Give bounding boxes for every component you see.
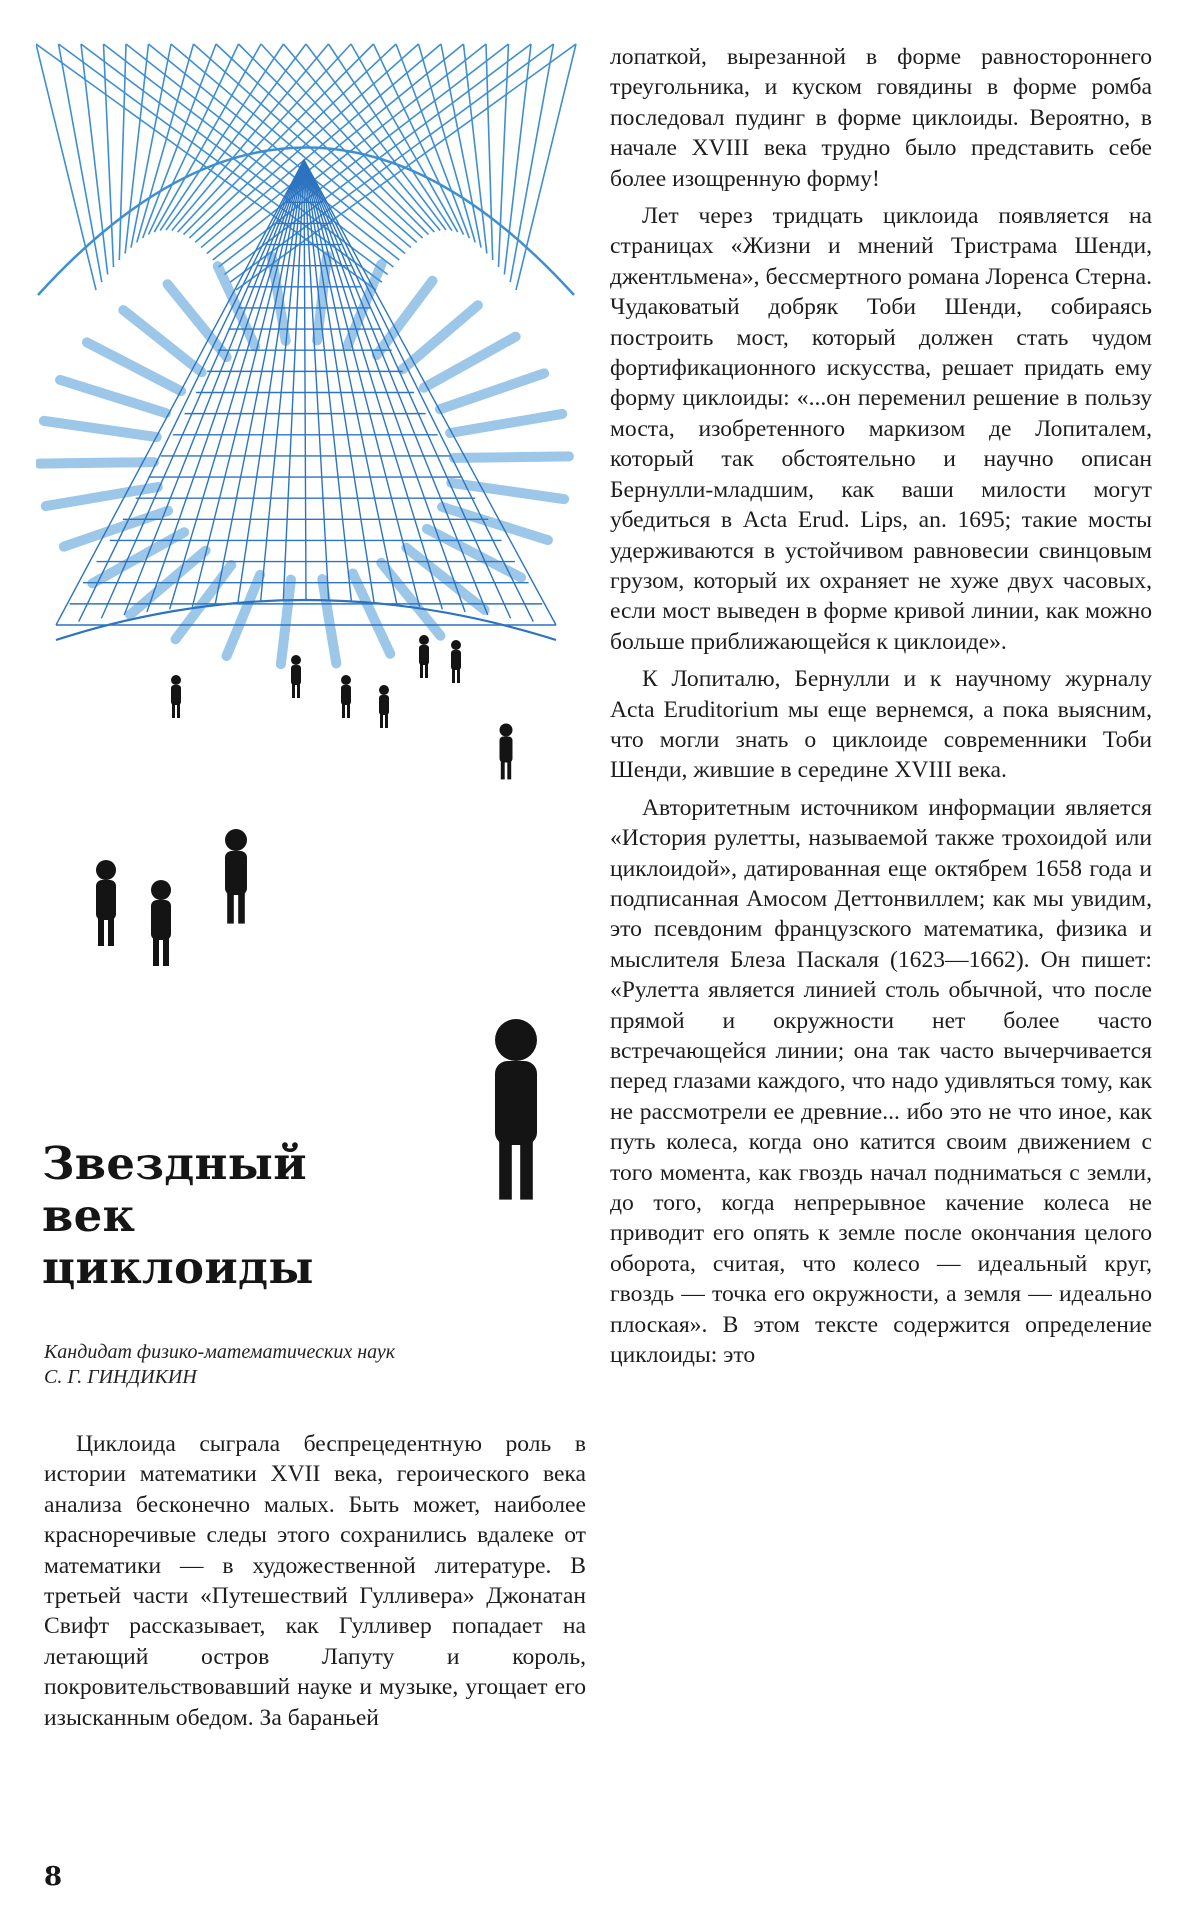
title-line-3: циклоиды	[42, 1241, 314, 1294]
paragraph: лопаткой, вырезанной в форме равностороннего треугольника, и куском говядины в форме ромба последовал пудинг в форме циклоиды. Вероятно, в начале XVIII века трудно было представить себе более изощренную форму!	[610, 44, 1152, 192]
paragraph: К Лопиталю, Бернулли и к научному журналу Acta Eruditorium мы еще вернемся, а пока выясним, что могли знать о циклоиде современники Тоби Шенди, жившие в середине XVIII века.	[610, 666, 1152, 784]
illustration	[36, 40, 596, 1270]
figures	[96, 635, 537, 1200]
page-number: 8	[44, 1862, 63, 1892]
article-title	[42, 1138, 362, 1294]
star-rays	[39, 256, 569, 664]
paragraph: Циклоида сыграла беспрецедентную роль в истории математики XVII века, героического века анализа бесконечно малых. Быть может, наиболее красноречивые следы этого сохранились вдалеке от математики — в художественной литературе. В третьей части «Путешествий Гулливера» Джонатан Свифт рассказывает, как Гулливер попадает на летающий остров Лапуту и король, покровительствовавший науке и музыке, угощает его изысканным обедом. За бараньей	[44, 1431, 586, 1731]
left-column	[44, 1429, 586, 1740]
right-column	[610, 42, 1152, 1377]
title-line-1: Звездный	[42, 1137, 307, 1190]
paragraph: Авторитетным источником информации является «История рулетты, называемой также трохоидой или циклоидой», датированная еще октябрем 1658 года и подписанная Амосом Деттонвиллем; как мы увидим, это псевдоним французского математика, физика и мыслителя Блеза Паскаля (1623—1662). Он пишет: «Рулетта является линией столь обычной, что после прямой и окружности нет более часто встречающейся линии; она так часто вычерчивается перед глазами каждого, что надо удивляться тому, как не рассмотрели ее древние... ибо это не что иное, как путь колеса, когда оно катится своим движением с того момента, как гвоздь начал подниматься с земли, до того, когда непрерывное качение колеса не приводит его опять к земле после окончания целого оборота, считая, что колесо — идеальный круг, гвоздь — точка его окружности, а земля — идеально плоская». В этом тексте содержится определение циклоиды: это	[610, 794, 1152, 1369]
byline	[44, 1340, 564, 1390]
author-role: Кандидат физико-математических наук	[44, 1341, 396, 1363]
title-line-2: век	[42, 1189, 136, 1242]
cycloid-illustration	[36, 40, 596, 1270]
author-name: С. Г. ГИНДИКИН	[44, 1366, 197, 1388]
paragraph: Лет через тридцать циклоида появляется на страницах «Жизни и мнений Тристрама Шенди, джентльмена», бессмертного романа Лоренса Стерна. Чудаковатый добряк Тоби Шенди, собираясь построить мост, который должен стать чудом фортификационного искусства, решает придать ему форму циклоиды: «...он переменил решение в пользу моста, изобретенного маркизом де Лопиталем, который так обстоятельно и научно описан Бернулли-младшим, как ваши милости могут убедиться в Acta Erud. Lips, an. 1695; такие мосты удерживаются в устойчивом равновесии свинцовым грузом, который их охраняет не хуже двух часовых, если мост выведен в форме кривой линии, как можно больше приближающейся к циклоиде».	[610, 203, 1152, 655]
